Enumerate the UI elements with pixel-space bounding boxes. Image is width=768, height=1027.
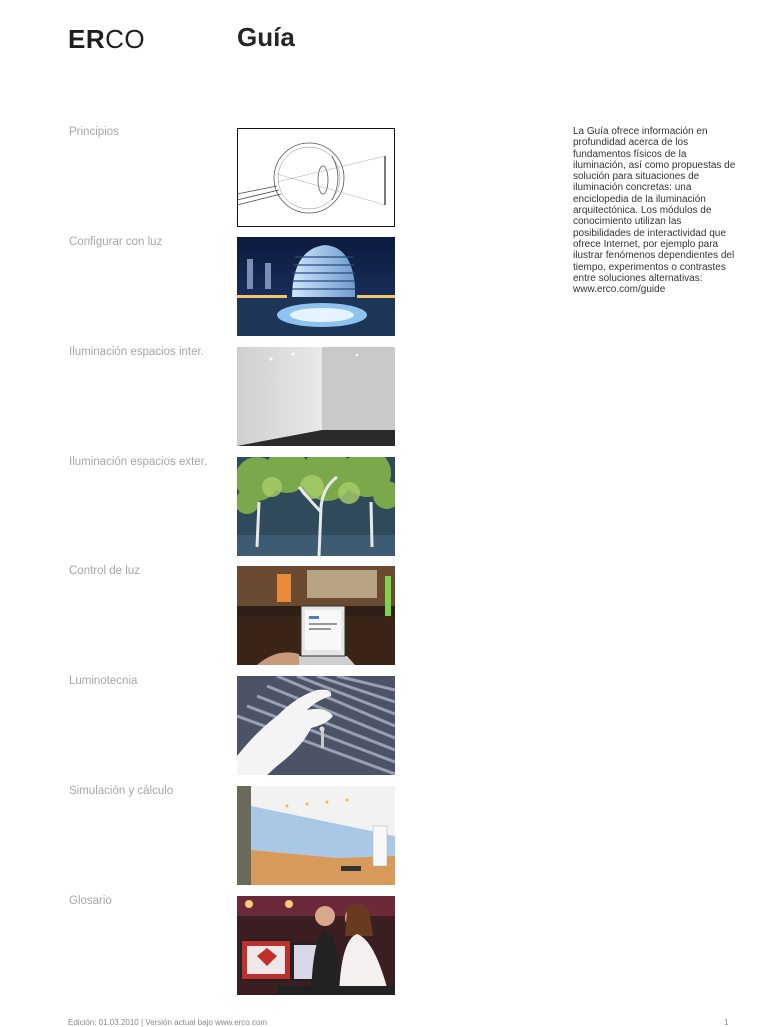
section-label-interiores[interactable]: Iluminación espacios inter. — [69, 346, 204, 358]
people-at-screen-image[interactable] — [237, 896, 395, 995]
section-label-exteriores[interactable]: Iluminación espacios exter. — [69, 456, 208, 468]
logo-letter-r: R — [85, 24, 106, 54]
erco-logo — [68, 24, 145, 55]
section-label-principios[interactable]: Principios — [69, 126, 119, 138]
section-label-simulacion[interactable]: Simulación y cálculo — [69, 785, 174, 797]
lit-wall-simulation-image[interactable] — [237, 786, 395, 885]
section-label-glosario[interactable]: Glosario — [69, 895, 112, 907]
city-hall-night-image[interactable] — [237, 237, 395, 336]
laptop-control-image[interactable] — [237, 566, 395, 665]
gloved-hand-image[interactable] — [237, 676, 395, 775]
page-title: Guía — [237, 22, 295, 52]
footer-edition: Edición: 01.03.2010 | Versión actual bajo www.erco.com — [68, 1018, 268, 1027]
section-label-control[interactable]: Control de luz — [69, 565, 140, 577]
empty-room-image[interactable] — [237, 347, 395, 446]
eye-diagram-image[interactable] — [237, 128, 395, 227]
section-label-luminotecnia[interactable]: Luminotecnia — [69, 675, 138, 687]
logo-letters-co: CO — [105, 24, 146, 54]
illuminated-trees-image[interactable] — [237, 457, 395, 556]
intro-paragraph: La Guía ofrece información en profundidad acerca de los fundamentos físicos de la iluminación, así como propuestas de solución para situaciones de iluminación concretas: una enciclopedia de la iluminación arquitectónica. Los módulos de conocimiento utilizan las posibilidades de interactividad que ofrece Internet, por ejemplo para ilustrar fenómenos dependientes del tiempo, experimentos o contrastes entre soluciones alternativas: www.erco.com/guide — [573, 126, 736, 296]
footer-page-number: 1 — [724, 1018, 729, 1027]
section-label-configurar[interactable]: Configurar con luz — [69, 236, 163, 248]
logo-letter-e: E — [68, 24, 86, 54]
